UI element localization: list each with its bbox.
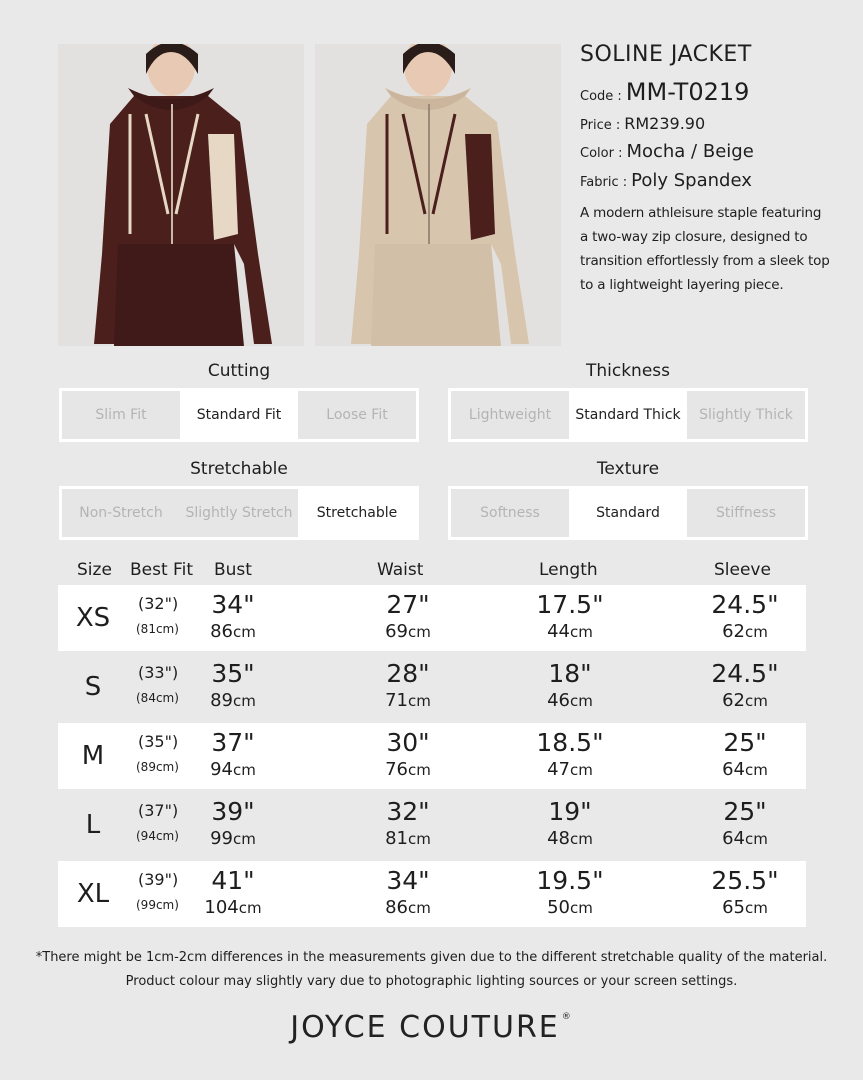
stretchable-options	[59, 486, 419, 540]
bust-inch: 34"	[211, 590, 255, 619]
bust-cell	[193, 585, 273, 645]
cm-unit: cm	[233, 692, 256, 710]
product-price-row	[580, 114, 830, 133]
sleeve-cm	[695, 619, 795, 645]
waist-cm-value: 76	[385, 759, 409, 780]
cm-unit: cm	[408, 830, 431, 848]
option-slightly-thick: Slightly Thick	[699, 407, 793, 423]
waist-inch: 34"	[386, 866, 430, 895]
waist-cell	[358, 585, 458, 645]
table-row	[58, 723, 806, 789]
header-size: Size	[77, 560, 112, 580]
product-color-row	[580, 141, 830, 162]
sleeve-cell	[695, 792, 795, 852]
waist-cell	[358, 861, 458, 921]
product-code: MM-T0219	[625, 78, 750, 106]
waist-inch: 30"	[386, 728, 430, 757]
product-code-row	[580, 78, 830, 106]
table-row	[58, 585, 806, 651]
cm-unit: cm	[745, 623, 768, 641]
cm-unit: cm	[570, 623, 593, 641]
cm-unit: cm	[745, 761, 768, 779]
header-waist: Waist	[377, 560, 424, 580]
length-cm-value: 48	[547, 828, 571, 849]
sleeve-cell	[695, 654, 795, 714]
waist-cm	[358, 757, 458, 783]
bust-cm	[193, 826, 273, 852]
cm-unit: cm	[238, 899, 262, 917]
length-cell	[518, 723, 622, 783]
best-fit-inch: (32")	[138, 594, 179, 613]
bust-inch: 37"	[211, 728, 255, 757]
bust-cm-value: 104	[204, 897, 239, 918]
bust-cell	[193, 792, 273, 852]
option-standard-thick: Standard Thick	[569, 391, 687, 439]
best-fit-cm: (84cm)	[136, 691, 179, 705]
cutting-options	[59, 388, 419, 442]
product-color: Mocha / Beige	[626, 141, 754, 162]
cm-unit: cm	[570, 899, 593, 917]
header-best-fit: Best Fit	[130, 560, 193, 580]
cm-unit: cm	[233, 830, 256, 848]
option-non-stretch: Non-Stretch	[79, 505, 163, 521]
waist-cm	[358, 895, 458, 921]
length-cm	[518, 688, 622, 714]
stretchable-group	[59, 456, 419, 540]
cm-unit: cm	[570, 761, 593, 779]
thickness-group	[448, 358, 808, 442]
waist-cm	[358, 826, 458, 852]
size-label: S	[84, 672, 102, 702]
product-fabric-row	[580, 170, 830, 191]
size-table-header	[58, 556, 808, 584]
waist-cell	[358, 792, 458, 852]
cm-unit: cm	[745, 830, 768, 848]
product-fabric: Poly Spandex	[631, 170, 752, 191]
length-inch: 18.5"	[536, 728, 604, 757]
bust-cell	[193, 654, 273, 714]
price-label: Price :	[580, 118, 621, 133]
length-cm-value: 44	[547, 621, 571, 642]
cm-unit: cm	[408, 899, 431, 917]
product-info	[580, 40, 830, 297]
option-stiffness: Stiffness	[716, 505, 776, 521]
option-slim-fit: Slim Fit	[95, 407, 147, 423]
header-sleeve: Sleeve	[714, 560, 771, 580]
thickness-options	[448, 388, 808, 442]
best-fit-cm: (89cm)	[136, 760, 179, 774]
best-fit-cm: (81cm)	[136, 622, 179, 636]
product-photo-mocha	[58, 44, 304, 346]
length-cm	[518, 619, 622, 645]
option-loose-fit: Loose Fit	[326, 407, 388, 423]
length-cm-value: 50	[547, 897, 571, 918]
length-cm	[518, 895, 622, 921]
table-row	[58, 861, 806, 927]
thickness-heading: Thickness	[585, 361, 671, 381]
color-label: Color :	[580, 146, 623, 161]
waist-cell	[358, 654, 458, 714]
fabric-label: Fabric :	[580, 175, 628, 190]
code-label: Code :	[580, 89, 622, 104]
bust-cell	[193, 723, 273, 783]
cm-unit: cm	[745, 692, 768, 710]
bust-cm	[193, 619, 273, 645]
sleeve-inch: 25"	[723, 728, 767, 757]
waist-cell	[358, 723, 458, 783]
table-row	[58, 654, 806, 720]
sleeve-cm	[695, 895, 795, 921]
brand-name: JOYCE COUTURE	[290, 1010, 560, 1045]
cm-unit: cm	[233, 761, 256, 779]
length-cell	[518, 654, 622, 714]
header-bust: Bust	[214, 560, 252, 580]
sleeve-cm-value: 64	[722, 759, 746, 780]
sleeve-cm	[695, 826, 795, 852]
best-fit-inch: (33")	[138, 663, 179, 682]
length-inch: 17.5"	[536, 590, 604, 619]
cm-unit: cm	[408, 692, 431, 710]
waist-inch: 28"	[386, 659, 430, 688]
size-label: M	[81, 741, 105, 771]
waist-inch: 32"	[386, 797, 430, 826]
product-description: A modern athleisure staple featuring a two-way zip closure, designed to transition effortlessly from a sleek top to a lightweight layering piece.	[580, 205, 830, 293]
cm-unit: cm	[408, 761, 431, 779]
sleeve-cm	[695, 688, 795, 714]
waist-cm-value: 81	[385, 828, 409, 849]
size-label: XL	[76, 879, 110, 909]
best-fit-inch: (37")	[138, 801, 179, 820]
measurement-note: *There might be 1cm-2cm differences in the measurements given due to the different stretchable quality of the material.	[35, 950, 828, 965]
bust-cm	[193, 757, 273, 783]
cm-unit: cm	[570, 692, 593, 710]
cutting-heading: Cutting	[207, 361, 271, 381]
waist-cm-value: 86	[385, 897, 409, 918]
bust-cm	[193, 895, 273, 921]
length-cell	[518, 792, 622, 852]
bust-inch: 39"	[211, 797, 255, 826]
length-cm	[518, 826, 622, 852]
texture-heading: Texture	[596, 459, 660, 479]
option-standard: Standard	[569, 489, 687, 537]
bust-cm-value: 86	[210, 621, 234, 642]
table-row	[58, 792, 806, 858]
size-label: XS	[75, 603, 111, 633]
waist-cm	[358, 688, 458, 714]
sleeve-cm-value: 65	[722, 897, 746, 918]
bust-cm-value: 99	[210, 828, 234, 849]
length-cm	[518, 757, 622, 783]
sleeve-cm-value: 62	[722, 690, 746, 711]
option-stretchable: Stretchable	[298, 489, 416, 537]
sleeve-cell	[695, 861, 795, 921]
colour-note: Product colour may slightly vary due to photographic lighting sources or your screen settings.	[125, 974, 738, 989]
beige-jacket-illustration	[315, 44, 561, 346]
length-cell	[518, 585, 622, 645]
waist-cm-value: 69	[385, 621, 409, 642]
length-cm-value: 47	[547, 759, 571, 780]
length-inch: 19"	[548, 797, 592, 826]
sleeve-cell	[695, 723, 795, 783]
best-fit-inch: (35")	[138, 732, 179, 751]
product-price: RM239.90	[624, 114, 706, 133]
sleeve-inch: 24.5"	[711, 659, 779, 688]
bust-cm-value: 89	[210, 690, 234, 711]
sleeve-cm-value: 62	[722, 621, 746, 642]
product-photo-beige	[315, 44, 561, 346]
best-fit-inch: (39")	[138, 870, 179, 889]
waist-inch: 27"	[386, 590, 430, 619]
product-title: SOLINE JACKET	[580, 42, 752, 67]
sleeve-cm-value: 64	[722, 828, 746, 849]
bust-inch: 41"	[211, 866, 255, 895]
size-label: L	[85, 810, 101, 840]
cm-unit: cm	[408, 623, 431, 641]
stretchable-heading: Stretchable	[190, 459, 288, 479]
best-fit-cm: (94cm)	[136, 829, 179, 843]
sleeve-cm	[695, 757, 795, 783]
texture-group	[448, 456, 808, 540]
cutting-group	[59, 358, 419, 442]
sleeve-inch: 24.5"	[711, 590, 779, 619]
best-fit-cm: (99cm)	[136, 898, 179, 912]
length-inch: 18"	[548, 659, 592, 688]
registered-mark: ®	[561, 1012, 573, 1022]
waist-cm-value: 71	[385, 690, 409, 711]
texture-options	[448, 486, 808, 540]
cm-unit: cm	[745, 899, 768, 917]
length-cm-value: 46	[547, 690, 571, 711]
cm-unit: cm	[570, 830, 593, 848]
length-inch: 19.5"	[536, 866, 604, 895]
length-cell	[518, 861, 622, 921]
waist-cm	[358, 619, 458, 645]
header-length: Length	[539, 560, 598, 580]
mocha-jacket-illustration	[58, 44, 304, 346]
bust-inch: 35"	[211, 659, 255, 688]
cm-unit: cm	[233, 623, 256, 641]
option-standard-fit: Standard Fit	[180, 391, 298, 439]
sleeve-cell	[695, 585, 795, 645]
bust-cell	[193, 861, 273, 921]
option-lightweight: Lightweight	[468, 407, 552, 423]
bust-cm-value: 94	[210, 759, 234, 780]
option-softness: Softness	[480, 505, 540, 521]
sleeve-inch: 25"	[723, 797, 767, 826]
sleeve-inch: 25.5"	[711, 866, 779, 895]
bust-cm	[193, 688, 273, 714]
brand-logo	[0, 1010, 863, 1045]
option-slightly-stretch: Slightly Stretch	[185, 505, 293, 521]
